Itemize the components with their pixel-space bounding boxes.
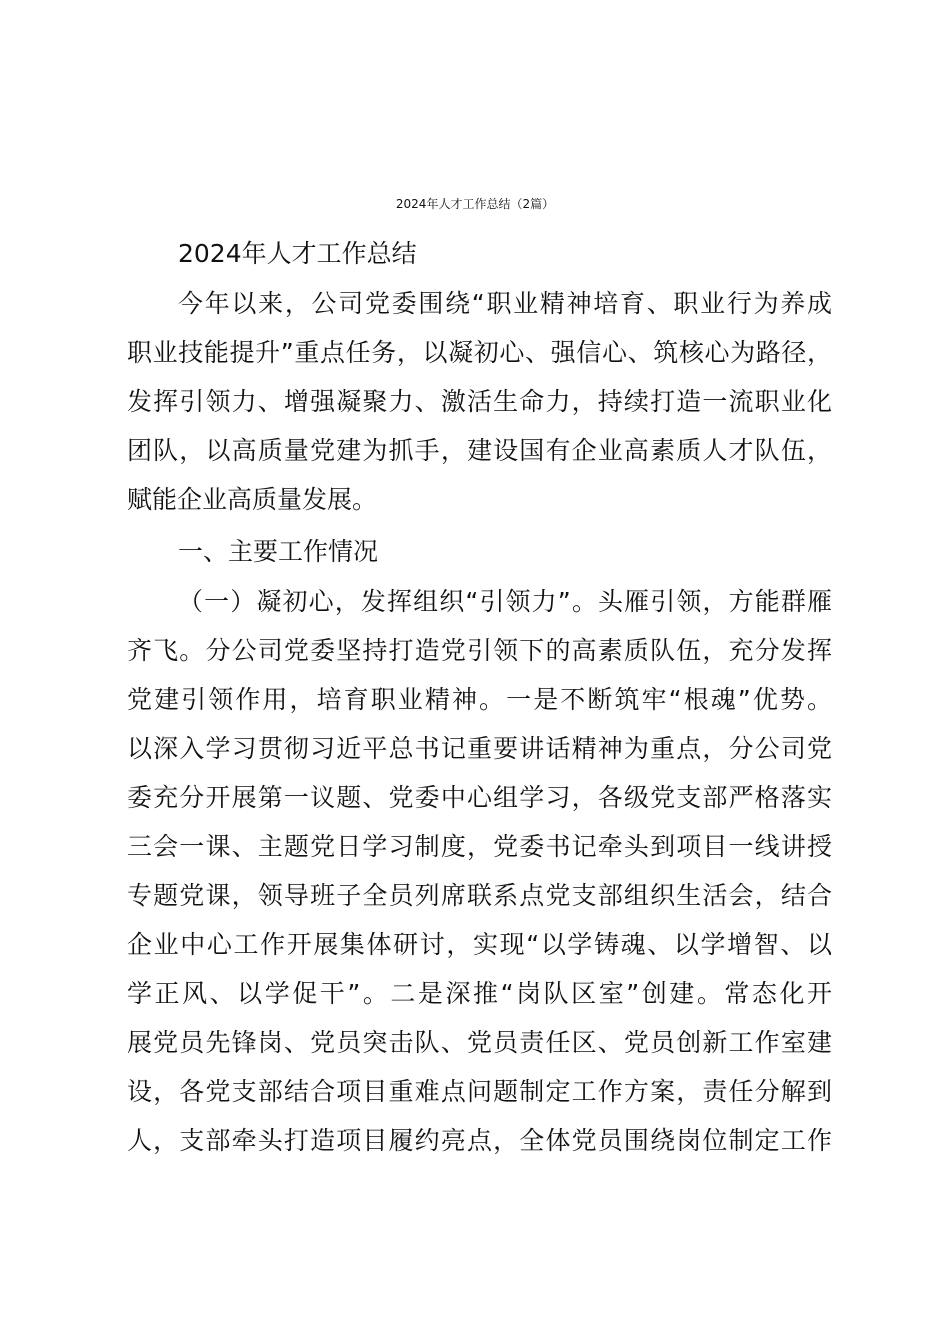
section-line-9: 学正风、以学促干”。二是深推“岗队区室”创建。常态化开 <box>127 979 832 1008</box>
intro-line-5: 赋能企业高质量发展。 <box>127 485 378 514</box>
section-line-6: 三会一课、主题党日学习制度，党委书记牵头到项目一线讲授 <box>127 832 832 861</box>
section-line-11: 设，各党支部结合项目重难点问题制定工作方案，责任分解到 <box>127 1077 832 1106</box>
section-heading: 一、主要工作情况 <box>178 537 379 566</box>
section-line-4: 以深入学习贯彻习近平总书记重要讲话精神为重点，分公司党 <box>127 734 832 763</box>
section-line-8: 企业中心工作开展集体研讨，实现“以学铸魂、以学增智、以 <box>127 930 832 959</box>
intro-line-4: 团队，以高质量党建为抓手，建设国有企业高素质人才队伍， <box>127 436 832 465</box>
section-line-3: 党建引领作用，培育职业精神。一是不断筑牢“根魂”优势。 <box>127 685 832 714</box>
section-line-12: 人，支部牵头打造项目履约亮点，全体党员围绕岗位制定工作 <box>127 1126 832 1155</box>
section-line-2: 齐飞。分公司党委坚持打造党引领下的高素质队伍，充分发挥 <box>127 636 832 665</box>
document-title: 2024年人才工作总结（2篇） <box>395 197 555 211</box>
intro-line-3: 发挥引领力、增强凝聚力、激活生命力，持续打造一流职业化 <box>127 387 832 416</box>
section-line-7: 专题党课，领导班子全员列席联系点党支部组织生活会，结合 <box>127 881 832 910</box>
document-subtitle: 2024年人才工作总结 <box>178 239 417 268</box>
intro-line-2: 职业技能提升”重点任务，以凝初心、强信心、筑核心为路径， <box>127 338 832 367</box>
section-line-10: 展党员先锋岗、党员突击队、党员责任区、党员创新工作室建 <box>127 1028 832 1057</box>
section-line-1: （一）凝初心，发挥组织“引领力”。头雁引领，方能群雁 <box>178 587 832 616</box>
section-line-5: 委充分开展第一议题、党委中心组学习，各级党支部严格落实 <box>127 783 832 812</box>
intro-line-1: 今年以来，公司党委围绕“职业精神培育、职业行为养成 <box>178 289 832 318</box>
